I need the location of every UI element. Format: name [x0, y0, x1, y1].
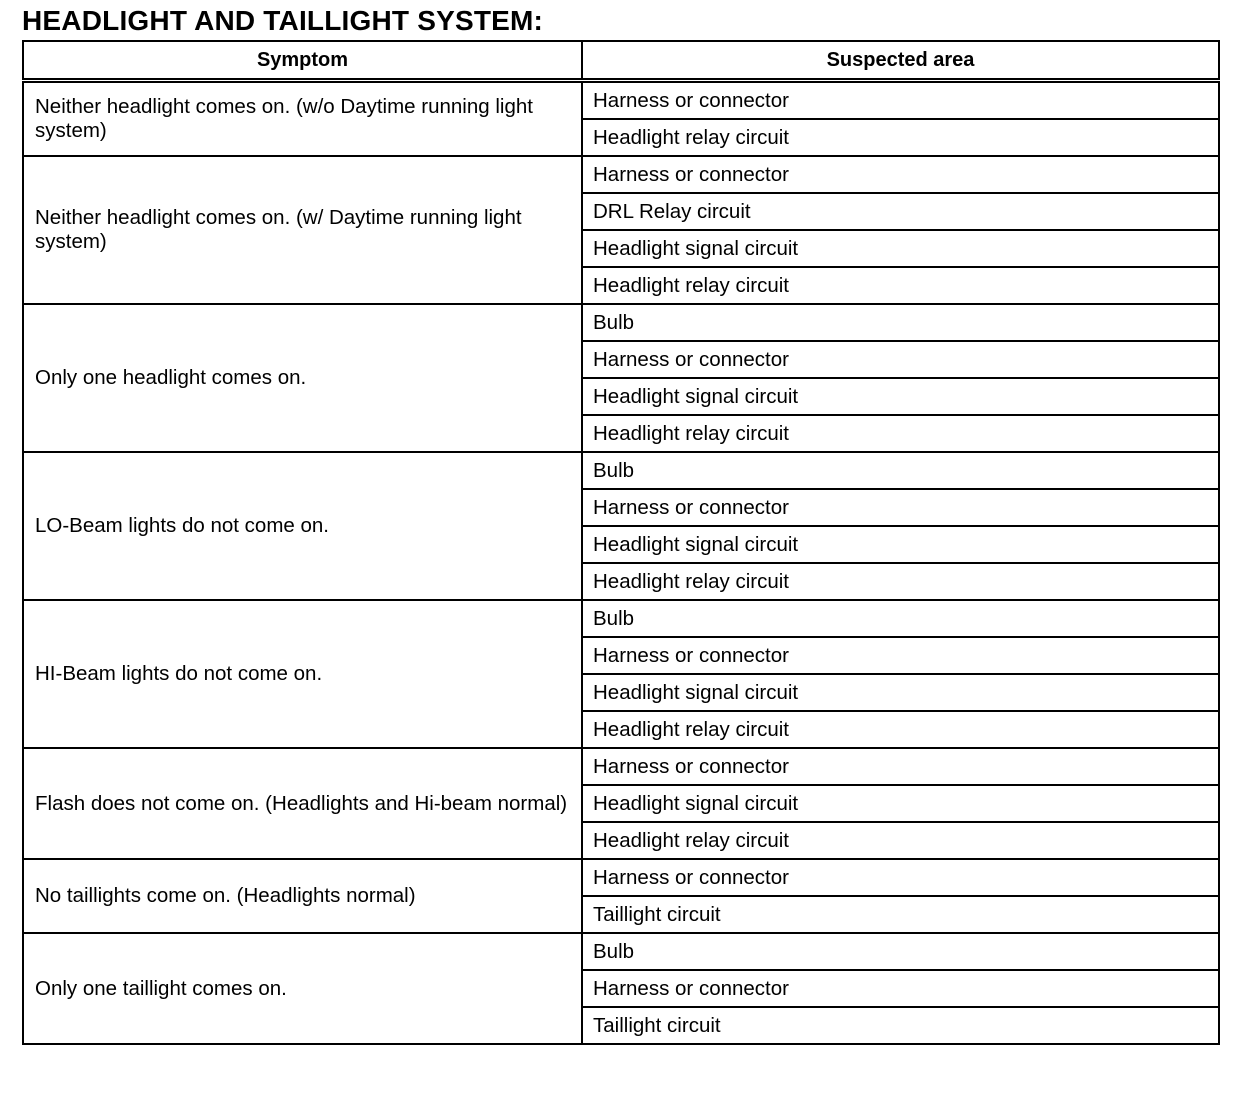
- table-row: [23, 859, 1219, 896]
- suspected-area-cell: Harness or connector: [582, 637, 1219, 674]
- suspected-area-cell: Headlight signal circuit: [582, 674, 1219, 711]
- symptom-cell: Flash does not come on. (Headlights and Hi-beam normal): [23, 748, 582, 859]
- suspected-area-cell: Harness or connector: [582, 156, 1219, 193]
- table-row: [23, 748, 1219, 785]
- symptom-column-header: Symptom: [23, 41, 582, 81]
- suspected-area-cell: Headlight relay circuit: [582, 711, 1219, 748]
- table-row: [23, 452, 1219, 489]
- suspected-area-cell: Taillight circuit: [582, 896, 1219, 933]
- suspected-area-cell: Harness or connector: [582, 970, 1219, 1007]
- suspected-area-cell: Headlight relay circuit: [582, 415, 1219, 452]
- symptom-table: [22, 40, 1220, 1045]
- table-body: [23, 81, 1219, 1045]
- suspected-area-cell: Headlight relay circuit: [582, 267, 1219, 304]
- suspected-area-cell: Harness or connector: [582, 341, 1219, 378]
- suspected-area-cell: Headlight signal circuit: [582, 230, 1219, 267]
- suspected-area-cell: Headlight signal circuit: [582, 526, 1219, 563]
- suspected-area-cell: Headlight signal circuit: [582, 785, 1219, 822]
- symptom-cell: LO-Beam lights do not come on.: [23, 452, 582, 600]
- symptom-cell: Neither headlight comes on. (w/ Daytime running light system): [23, 156, 582, 304]
- symptom-cell: No taillights come on. (Headlights normal): [23, 859, 582, 933]
- symptom-cell: Neither headlight comes on. (w/o Daytime running light system): [23, 81, 582, 157]
- table-row: [23, 81, 1219, 120]
- suspected-area-cell: Headlight relay circuit: [582, 822, 1219, 859]
- suspected-area-cell: Bulb: [582, 933, 1219, 970]
- table-row: [23, 933, 1219, 970]
- suspected-area-cell: Bulb: [582, 452, 1219, 489]
- suspected-area-cell: Headlight signal circuit: [582, 378, 1219, 415]
- suspected-area-cell: Harness or connector: [582, 859, 1219, 896]
- symptom-cell: Only one headlight comes on.: [23, 304, 582, 452]
- suspected-area-cell: Harness or connector: [582, 81, 1219, 120]
- suspected-area-cell: Headlight relay circuit: [582, 563, 1219, 600]
- suspected-area-cell: Harness or connector: [582, 489, 1219, 526]
- suspected-area-cell: DRL Relay circuit: [582, 193, 1219, 230]
- table-row: [23, 156, 1219, 193]
- table-row: [23, 304, 1219, 341]
- suspected-area-column-header: Suspected area: [582, 41, 1219, 81]
- page-title: HEADLIGHT AND TAILLIGHT SYSTEM:: [22, 5, 544, 36]
- suspected-area-cell: Taillight circuit: [582, 1007, 1219, 1044]
- symptom-cell: Only one taillight comes on.: [23, 933, 582, 1044]
- table-header-row: [23, 41, 1219, 81]
- suspected-area-cell: Headlight relay circuit: [582, 119, 1219, 156]
- suspected-area-cell: Bulb: [582, 304, 1219, 341]
- suspected-area-cell: Bulb: [582, 600, 1219, 637]
- suspected-area-cell: Harness or connector: [582, 748, 1219, 785]
- table-row: [23, 600, 1219, 637]
- symptom-cell: HI-Beam lights do not come on.: [23, 600, 582, 748]
